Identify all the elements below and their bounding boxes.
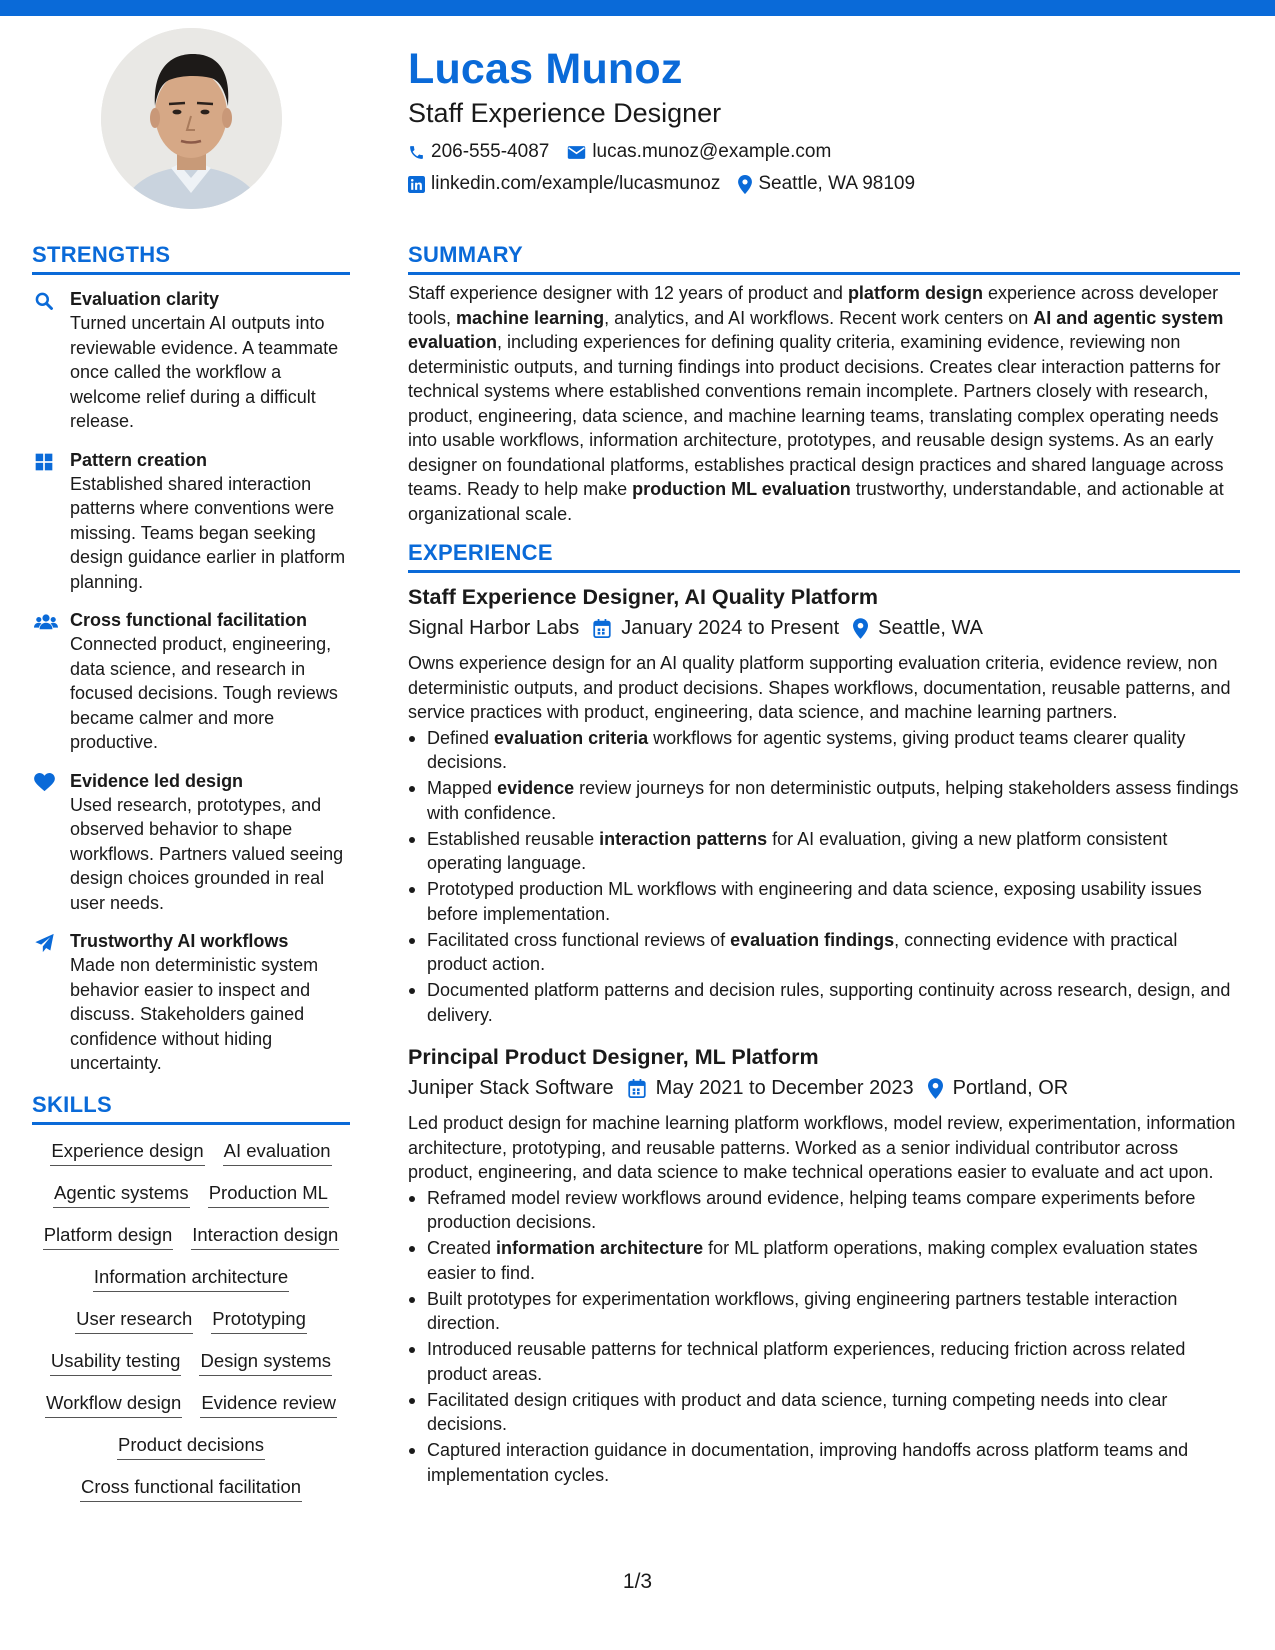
- text-run: review journeys for non deterministic outputs, helping stakeholders assess findings with confidence.: [427, 778, 1239, 823]
- strength-desc: Established shared interaction patterns where conventions were missing. Teams began seeking design guidance earlier in platform planning.: [70, 473, 346, 592]
- map-pin-icon: [853, 618, 868, 639]
- strength-desc: Used research, prototypes, and observed behavior to shape workflows. Partners valued seeing design choices grounded in real user needs.: [70, 794, 344, 913]
- text-run: Introduced reusable patterns for technical platform experiences, reducing friction across related product areas.: [427, 1339, 1186, 1384]
- strength-title: Trustworthy AI workflows: [70, 931, 289, 951]
- skill-tag: Interaction design: [191, 1223, 339, 1250]
- bullet-item: [408, 1186, 1240, 1235]
- summary-heading: SUMMARY: [408, 240, 1240, 275]
- bullet-item: [408, 1388, 1240, 1437]
- strengths-heading: STRENGTHS: [32, 240, 350, 275]
- skill-tag: Design systems: [199, 1349, 332, 1376]
- job-title: Staff Experience Designer, AI Quality Platform: [408, 585, 878, 609]
- text-run: Established reusable: [427, 828, 600, 849]
- company-name: Juniper Stack Software: [408, 1077, 614, 1099]
- job-bullets: [408, 726, 1240, 1028]
- skill-tag: Prototyping: [211, 1307, 307, 1334]
- phone-icon: [408, 144, 425, 161]
- job-entry: [408, 581, 1240, 1027]
- bullet-item: [408, 978, 1240, 1027]
- candidate-name: Lucas Munoz: [408, 45, 683, 93]
- bullet-item: [408, 1337, 1240, 1386]
- resume-header: [408, 40, 1248, 200]
- bullet-item: [408, 827, 1240, 876]
- grid-icon: [34, 452, 54, 472]
- candidate-title: Staff Experience Designer: [408, 98, 722, 128]
- strength-title: Cross functional facilitation: [70, 610, 308, 630]
- bold-phrase: machine learning: [456, 307, 605, 328]
- bullet-item: [408, 1438, 1240, 1487]
- email-contact[interactable]: [567, 136, 831, 168]
- summary-text: [408, 281, 1240, 526]
- top-accent-bar: [0, 0, 1275, 16]
- skill-tag: Evidence review: [200, 1391, 337, 1418]
- bullet-item: [408, 877, 1240, 926]
- skill-tag: Production ML: [208, 1181, 329, 1208]
- bullet-item: [408, 1287, 1240, 1336]
- skill-tag: Cross functional facilitation: [80, 1475, 302, 1502]
- email-text: lucas.munoz@example.com: [592, 141, 832, 162]
- map-pin-icon: [738, 175, 752, 194]
- skill-tag: Agentic systems: [53, 1181, 190, 1208]
- strength-item: [32, 769, 350, 916]
- job-location: Portland, OR: [952, 1077, 1069, 1099]
- right-column: [408, 240, 1240, 1489]
- strengths-list: [32, 287, 350, 1076]
- envelope-icon: [567, 145, 586, 160]
- paper-plane-icon: [34, 933, 55, 953]
- text-run: Prototyped production ML workflows with engineering and data science, exposing usability issues before implementation.: [427, 879, 1202, 924]
- job-description: Led product design for machine learning platform workflows, model review, experimentation, information architecture, prototyping, and reusable patterns. Worked as a senior individual contributor across product, engineering, and data science to make technical operations easier to evaluate and act upon.: [408, 1113, 1236, 1182]
- text-run: , analytics, and AI workflows. Recent work centers on: [604, 307, 1034, 328]
- bullet-item: [408, 928, 1240, 977]
- job-description: Owns experience design for an AI quality platform supporting evaluation criteria, evidence review, non deterministic outputs, and product decisions. Shapes workflows, documentation, reusable patterns, and service practices with product, engineering, data science, and machine learning partners.: [408, 653, 1231, 722]
- profile-photo: [101, 28, 282, 209]
- text-run: Reframed model review workflows around evidence, helping teams compare experiments before production decisions.: [427, 1187, 1196, 1232]
- left-column: [32, 240, 350, 1502]
- phone-contact[interactable]: [408, 136, 549, 168]
- skill-tag: Platform design: [43, 1223, 174, 1250]
- strength-desc: Turned uncertain AI outputs into reviewable evidence. A teammate once called the workflow a welcome relief during a difficult release.: [70, 313, 339, 431]
- text-run: Staff experience designer with 12 years of product and: [408, 283, 848, 303]
- text-run: Built prototypes for experimentation workflows, giving engineering partners testable interaction direction.: [427, 1288, 1178, 1333]
- job-bullets: [408, 1186, 1240, 1488]
- page-number: 1/3: [622, 1570, 653, 1593]
- bullet-item: [408, 1236, 1240, 1285]
- experience-heading: EXPERIENCE: [408, 538, 1240, 573]
- job-entry: [408, 1041, 1240, 1487]
- job-meta: [408, 1073, 1240, 1103]
- skills-heading: SKILLS: [32, 1090, 350, 1125]
- strength-item: [32, 448, 350, 595]
- phone-text: 206-555-4087: [431, 141, 550, 162]
- skill-tag: User research: [75, 1307, 193, 1334]
- company-name: Signal Harbor Labs: [408, 617, 580, 639]
- text-run: Facilitated design critiques with product and data science, turning competing needs into clear decisions.: [427, 1389, 1168, 1434]
- text-run: for AI evaluation, giving a new platform consistent operating language.: [427, 828, 1168, 873]
- skill-tag: AI evaluation: [223, 1139, 332, 1166]
- text-run: experience across developer tools,: [408, 283, 1219, 328]
- text-run: Mapped: [427, 778, 498, 798]
- skill-tag: Product decisions: [117, 1433, 265, 1460]
- location-text: Seattle, WA 98109: [758, 173, 916, 194]
- text-run: , connecting evidence with practical product action.: [427, 929, 1178, 974]
- heart-icon: [34, 773, 55, 792]
- map-pin-icon: [928, 1078, 943, 1099]
- strength-item: [32, 929, 350, 1076]
- text-run: , including experiences for defining quality criteria, examining evidence, reviewing non deterministic outputs, and turning findings into product decisions. Creates clear interaction patterns for technical systems where established conventions remain incomplete. Partners closely with research, product, engineering, data science, and machine learning teams, translating complex operating needs into usable workflows, information architecture, prototypes, and reusable design systems. As an early designer on foundational platforms, establishes practical design practices and shared language across teams. Ready to help make: [408, 332, 1224, 499]
- job-meta: [408, 613, 1240, 643]
- bold-phrase: evidence: [497, 778, 575, 798]
- calendar-icon: [593, 619, 611, 638]
- users-icon: [34, 612, 58, 632]
- location-contact: [738, 168, 915, 200]
- strength-title: Pattern creation: [70, 449, 208, 470]
- text-run: Facilitated cross functional reviews of: [427, 929, 731, 950]
- bold-phrase: evaluation findings: [730, 929, 895, 950]
- contact-row-2: [408, 168, 1248, 200]
- text-run: Created: [427, 1238, 497, 1258]
- strength-item: [32, 287, 350, 434]
- strength-desc: Made non deterministic system behavior easier to inspect and discuss. Stakeholders gained confidence without hiding uncertainty.: [70, 955, 319, 1073]
- job-location: Seattle, WA: [878, 617, 983, 639]
- contact-row-1: [408, 136, 1248, 168]
- text-run: Documented platform patterns and decision rules, supporting continuity across research, design, and delivery.: [427, 980, 1231, 1025]
- text-run: for ML platform operations, making complex evaluation states easier to find.: [427, 1238, 1198, 1283]
- bold-phrase: information architecture: [496, 1238, 704, 1258]
- skills-list: [32, 1139, 350, 1502]
- bold-phrase: evaluation criteria: [494, 727, 649, 748]
- job-dates: January 2024 to Present: [621, 617, 840, 639]
- skill-tag: Experience design: [50, 1139, 204, 1166]
- bullet-item: [408, 726, 1240, 775]
- bold-phrase: platform design: [847, 283, 983, 303]
- skill-tag: Usability testing: [50, 1349, 182, 1376]
- text-run: Captured interaction guidance in documentation, improving handoffs across platform teams and implementation cycles.: [427, 1440, 1189, 1485]
- job-dates: May 2021 to December 2023: [655, 1077, 914, 1099]
- bold-phrase: production ML evaluation: [632, 479, 851, 499]
- skill-tag: Workflow design: [45, 1391, 182, 1418]
- strength-item: [32, 608, 350, 755]
- linkedin-contact[interactable]: [408, 168, 720, 200]
- skill-tag: Information architecture: [93, 1265, 289, 1292]
- strength-title: Evaluation clarity: [70, 289, 220, 309]
- bullet-item: [408, 776, 1240, 825]
- calendar-icon: [628, 1079, 646, 1098]
- text-run: workflows for agentic systems, giving product teams clearer quality decisions.: [427, 727, 1186, 772]
- strength-title: Evidence led design: [70, 770, 244, 791]
- linkedin-text: linkedin.com/example/lucasmunoz: [431, 173, 721, 194]
- text-run: trustworthy, understandable, and actionable at organizational scale.: [408, 479, 1224, 524]
- search-icon: [34, 291, 54, 311]
- bold-phrase: interaction patterns: [599, 828, 768, 849]
- linkedin-icon: [408, 176, 425, 193]
- bold-phrase: AI and agentic system evaluation: [408, 307, 1224, 352]
- strength-desc: Connected product, engineering, data science, and research in focused decisions. Tough reviews became calmer and more productive.: [70, 634, 338, 752]
- job-title: Principal Product Designer, ML Platform: [408, 1045, 819, 1069]
- text-run: Defined: [427, 727, 495, 748]
